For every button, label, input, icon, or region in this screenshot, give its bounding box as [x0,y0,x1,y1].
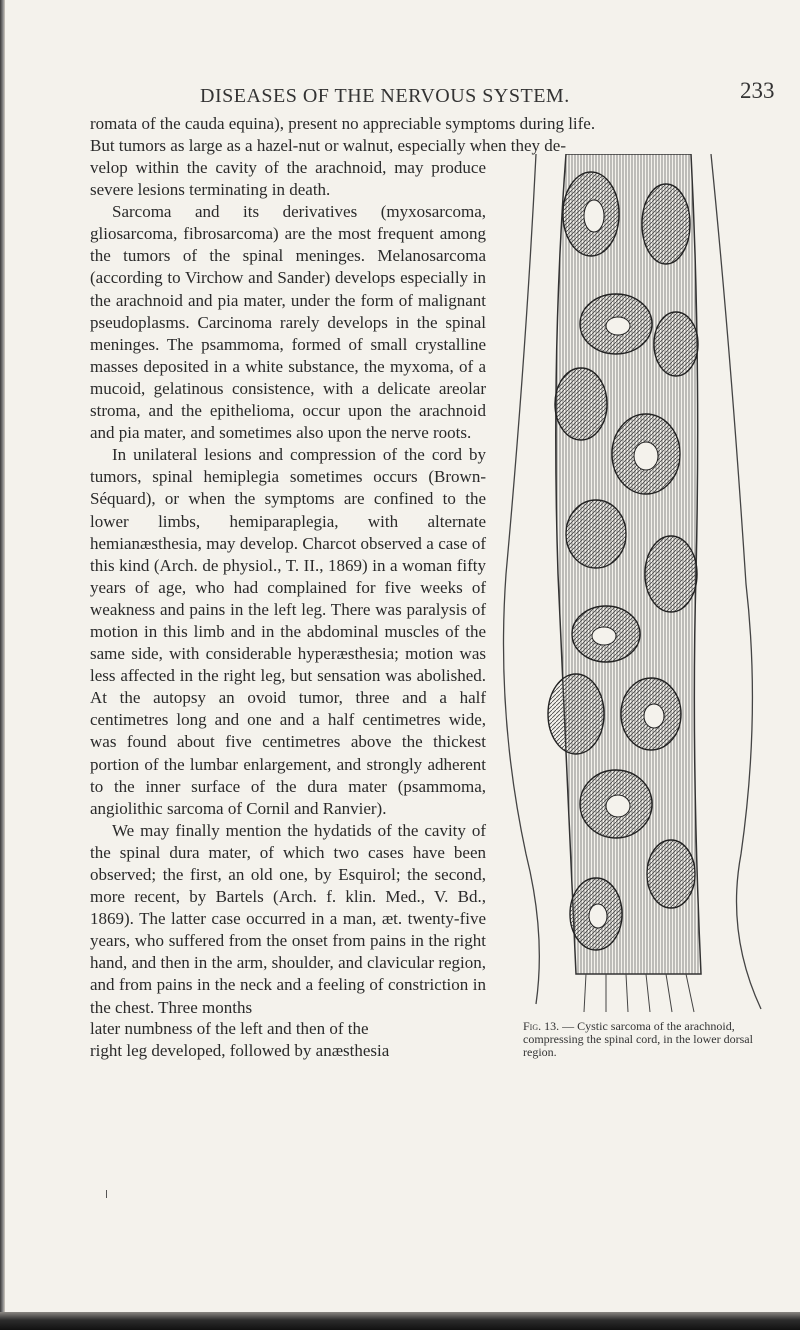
closing-lines [90,1018,486,1062]
closing-line-1: later numbness of the left and then of the [90,1019,369,1038]
page-number: 233 [740,78,775,103]
main-column [90,157,486,1019]
figure-caption [523,1020,783,1059]
paragraph-3: In unilateral lesions and compression of the cord by tumors, spinal hemiplegia sometimes occurs (Brown-Séquard), or when the symptoms are confined to the lower limbs, hemiparaplegia, with alternate hemianæsthesia, may develop. Charcot observed a case of this kind (Arch. de physiol., T. II., 1869) in a woman fifty years of age, who had complained for five weeks of weakness and pains in the left leg. There was paralysis of motion in this limb and in the abdominal muscles of the same side, with considerable hyperæsthesia; motion was less affected in the right leg, but sensation was abolished. At the autopsy an ovoid tumor, three and a half centimetres long and one and a half centimetres wide, was found about five centimetres above the thickest portion of the lumbar enlargement, and strongly adherent to the inner surface of the dura mater (psammoma, angiolithic sarcoma of Cornil and Ranvier). [90,445,486,818]
paragraph-2: Sarcoma and its derivatives (myxosarcoma, gliosarcoma, fibrosarcoma) are the most frequent among the tumors of the spinal meninges. Melanosarcoma (according to Virchow and Sander) develops especially in the arachnoid and pia mater, under the form of malignant pseudoplasms. Carcinoma rarely develops in the spinal meninges. The psammoma, formed of small crystalline masses deposited in a white substance, the myxoma, of a mucoid, gelatinous consistence, with a delicate areolar stroma, and the epithelioma, occur upon the arachnoid and pia mater, and sometimes also upon the nerve roots. [90,202,486,443]
figure-spinal-cord-illustration [496,154,766,1054]
figure-caption-text: — Cystic sarcoma of the arachnoid, compressing the spinal cord, in the lower dorsal region. [523,1019,753,1059]
closing-line-2: right leg developed, followed by anæsthesia [90,1041,390,1060]
stray-mark [106,1190,107,1198]
page-bottom-shadow [0,1312,800,1330]
running-header: DISEASES OF THE NERVOUS SYSTEM. [200,85,570,107]
page-edge-shadow [0,0,5,1330]
intro-line-2: But tumors as large as a hazel-nut or walnut, especially when they de- [90,136,567,155]
intro-line-1: romata of the cauda equina), present no appreciable symptoms during life. [90,114,596,133]
paragraph-1: velop within the cavity of the arachnoid, may produce severe lesions terminating in death. [90,158,486,200]
spinal-cord-drawing [496,154,766,1014]
paragraph-4: We may finally mention the hydatids of the cavity of the spinal dura mater, of which two cases have been observed; the first, an old one, by Esquirol; the second, more recent, by Bartels (Arch. f. klin. Med., V. Bd., 1869). The latter case occurred in a man, æt. twenty-five years, who suffered from the onset from pains in the right hand, and then in the arm, shoulder, and clavicular region, and from pains in the neck and a feeling of constriction in the chest. Three months [90,820,486,1017]
intro-lines [90,113,750,157]
figure-label: Fig. 13. [523,1019,560,1033]
